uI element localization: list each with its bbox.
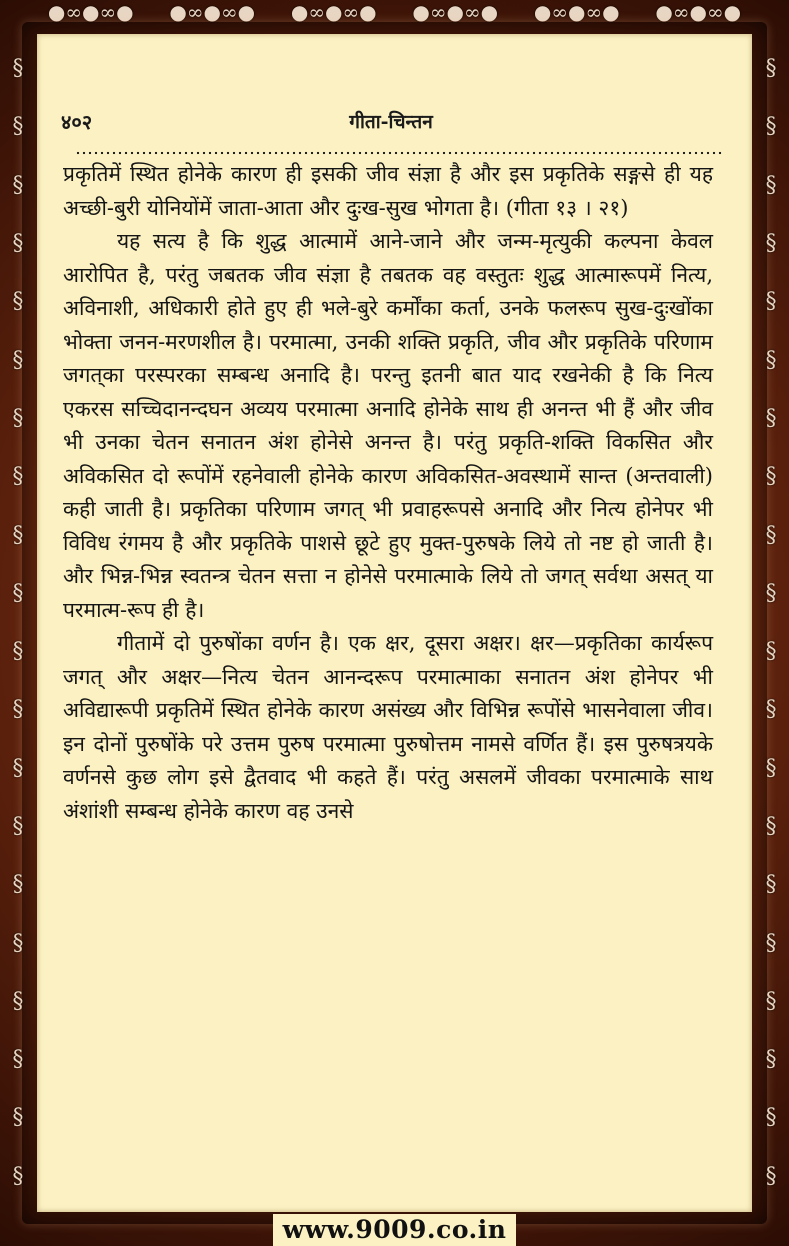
scroll-ornament-icon: §: [12, 1163, 24, 1189]
scroll-ornament-icon: §: [765, 522, 777, 548]
scroll-ornament-icon: ●∞●∞●: [169, 0, 256, 24]
scroll-ornament-icon: ●∞●∞●: [47, 0, 134, 24]
scroll-ornament-icon: §: [765, 755, 777, 781]
scroll-ornament-icon: ●∞●∞●: [655, 0, 742, 24]
scroll-ornament-icon: §: [12, 172, 24, 198]
paragraph: प्रकृतिमें स्थित होनेके कारण ही इसकी जीव संज्ञा है और इस प्रकृतिके सङ्गसे ही यह अच्छी-बुरी योनियोंमें जाता-आता और दुःख-सुख भोगता है। (गीता १३ । २१): [63, 162, 713, 220]
scroll-ornament-icon: §: [765, 56, 777, 82]
scroll-ornament-icon: §: [765, 1047, 777, 1073]
scroll-ornament-icon: §: [765, 580, 777, 606]
scroll-ornament-icon: §: [12, 522, 24, 548]
scroll-ornament-icon: §: [12, 464, 24, 490]
scroll-ornament-icon: §: [765, 172, 777, 198]
scroll-ornament-icon: §: [765, 930, 777, 956]
website-link[interactable]: www.9009.co.in: [273, 1214, 517, 1246]
page-number: ४०२: [61, 110, 93, 134]
scroll-ornament-icon: ●∞●∞●: [290, 0, 377, 24]
scroll-ornament-icon: §: [12, 755, 24, 781]
scroll-ornament-icon: §: [765, 697, 777, 723]
scroll-ornament-icon: §: [12, 231, 24, 257]
scroll-ornament-icon: §: [765, 1105, 777, 1131]
scroll-ornament-icon: §: [765, 231, 777, 257]
scroll-ornament-icon: §: [12, 1047, 24, 1073]
scroll-ornament-icon: §: [12, 405, 24, 431]
scroll-ornament-icon: §: [765, 1163, 777, 1189]
scroll-ornament-icon: §: [12, 1105, 24, 1131]
scroll-ornament-icon: §: [12, 289, 24, 315]
scroll-ornament-icon: §: [765, 988, 777, 1014]
scroll-ornament-icon: §: [765, 872, 777, 898]
book-page: [37, 34, 752, 1212]
scroll-ornament-icon: §: [765, 464, 777, 490]
running-title: गीता-चिन्तन: [349, 111, 433, 133]
scroll-ornament-icon: §: [12, 114, 24, 140]
scroll-ornament-icon: §: [765, 639, 777, 665]
paragraph: गीतामें दो पुरुषोंका वर्णन है। एक क्षर, दूसरा अक्षर। क्षर—प्रकृतिका कार्यरूप जगत् और अक्षर—नित्य चेतन आनन्दरूप परमात्माका सनातन अंश होनेपर भी अविद्यारूपी प्रकृतिमें स्थित होनेके कारण असंख्य और विभिन्न रूपोंसे भासनेवाला जीव। इन दोनों पुरुषोंके परे उत्तम पुरुष परमात्मा पुरुषोत्तम नामसे वर्णित हैं। इस पुरुषत्रयके वर्णनसे कुछ लोग इसे द्वैतवाद भी कहते हैं। परंतु असलमें जीवका परमात्माके साथ अंशांशी सम्बन्ध होनेके कारण वह उनसे: [63, 631, 713, 823]
top-ornament-band: [30, 0, 759, 24]
scroll-ornament-icon: §: [12, 988, 24, 1014]
scroll-ornament-icon: §: [12, 347, 24, 373]
scroll-ornament-icon: §: [765, 289, 777, 315]
body-text: [63, 158, 713, 828]
page-header: [61, 108, 721, 144]
scroll-ornament-icon: §: [12, 639, 24, 665]
scroll-ornament-icon: §: [765, 814, 777, 839]
scroll-ornament-icon: §: [12, 814, 24, 839]
scroll-ornament-icon: §: [765, 347, 777, 373]
footer: [0, 1212, 789, 1246]
dotted-separator: [75, 150, 723, 156]
paragraph: यह सत्य है कि शुद्ध आत्मामें आने-जाने और जन्म-मृत्युकी कल्पना केवल आरोपित है, परंतु जबतक जीव संज्ञा है तबतक वह वस्तुतः शुद्ध आत्मारूपमें नित्य, अविनाशी, अधिकारी होते हुए ही भले-बुरे कर्मोंका कर्ता, उनके फलरूप सुख-दुःखोंका भोक्ता जनन-मरणशील है। परमात्मा, उनकी शक्ति प्रकृति, जीव और प्रकृतिके परिणाम जगत्‌का परस्परका सम्बन्ध अनादि है। परन्तु इतनी बात याद रखनेकी है कि नित्य एकरस सच्चिदानन्दघन अव्यय परमात्मा अनादि होनेके साथ ही अनन्त भी हैं और जीव भी उनका चेतन सनातन अंश होनेसे अनन्त है। परंतु प्रकृति-शक्ति विकसित और अविकसित दो रूपोंमें रहनेवाली होनेके कारण अविकसित-अवस्थामें सान्त (अन्तवाली) कही जाती है। प्रकृतिका परिणाम जगत् भी प्रवाहरूपसे अनादि और नित्य होनेपर भी विविध रंगमय है और प्रकृतिके पाशसे छूटे हुए मुक्त-पुरुषके लिये तो नष्ट हो जाती है। और भिन्न-भिन्न स्वतन्त्र चेतन सत्ता न होनेसे परमात्माके लिये तो जगत् सर्वथा असत् या परमात्म-रूप ही है।: [63, 229, 713, 622]
scroll-ornament-icon: §: [12, 56, 24, 82]
scroll-ornament-icon: §: [12, 697, 24, 723]
scroll-ornament-icon: ●∞●∞●: [412, 0, 499, 24]
scroll-ornament-icon: §: [765, 405, 777, 431]
scroll-ornament-icon: ●∞●∞●: [533, 0, 620, 24]
scroll-ornament-icon: §: [12, 930, 24, 956]
scroll-ornament-icon: §: [765, 114, 777, 140]
scroll-ornament-icon: §: [12, 580, 24, 606]
scroll-ornament-icon: §: [12, 872, 24, 898]
